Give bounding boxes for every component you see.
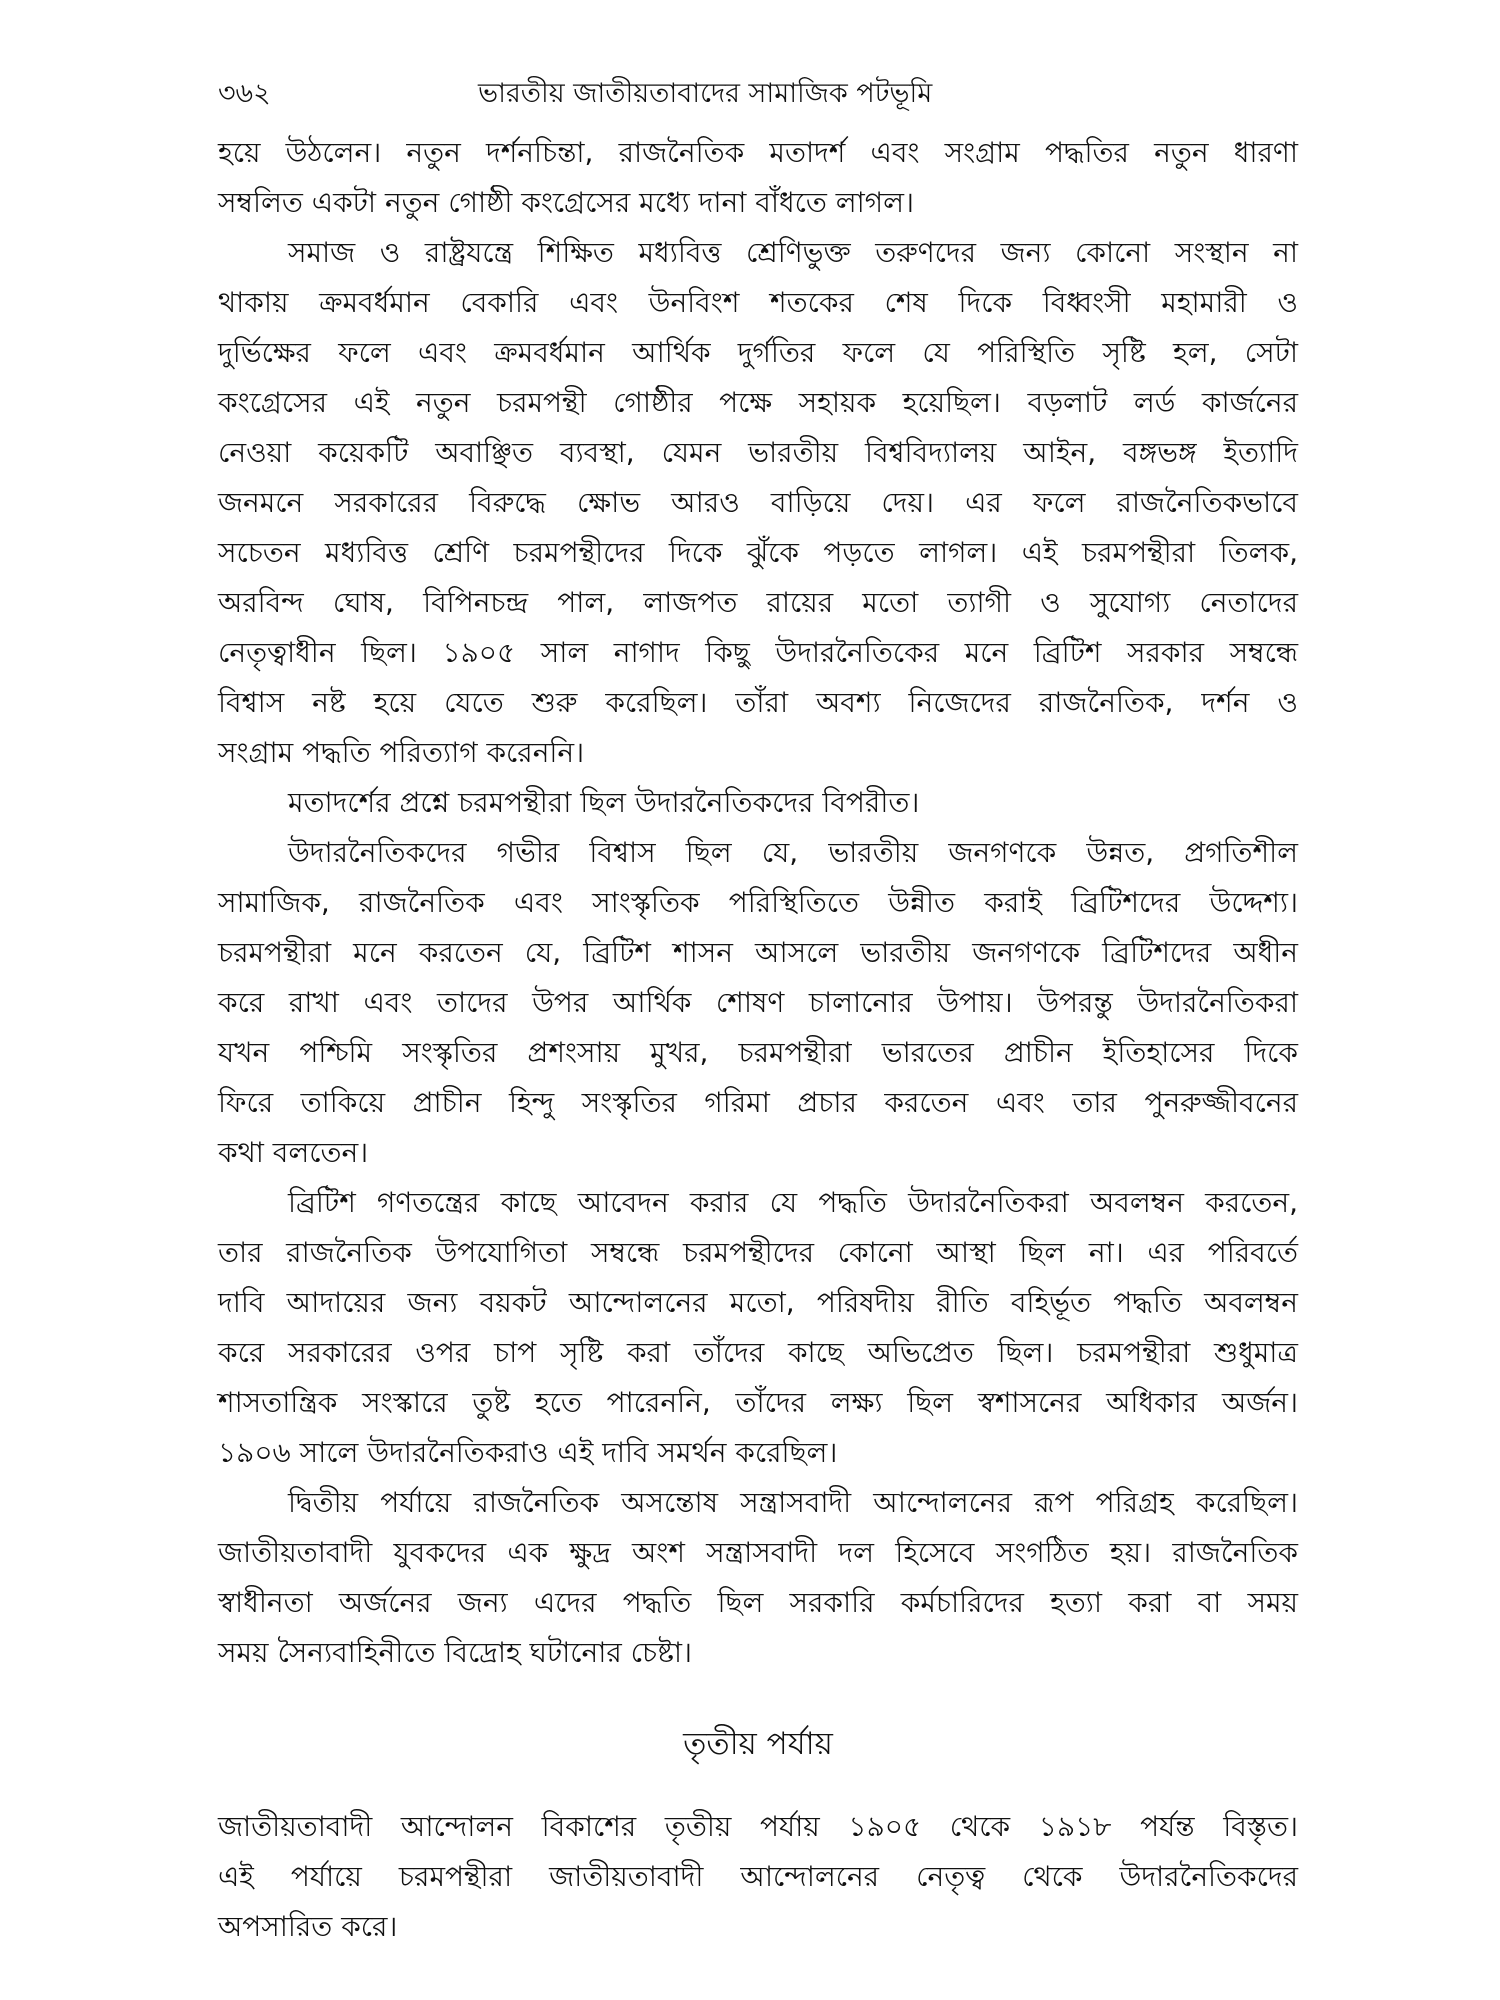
paragraph: [218, 1478, 1298, 1678]
text-line: স্বাধীনতা অর্জনের জন্য এদের পদ্ধতি ছিল সরকারি কর্মচারিদের হত্যা করা বা সময়: [218, 1586, 1298, 1619]
section-heading: তৃতীয় পর্যায়: [683, 1726, 833, 1762]
text-line: ব্রিটিশ গণতন্ত্রের কাছে আবেদন করার যে পদ্ধতি উদারনৈতিকরা অবলম্বন করতেন,: [288, 1186, 1298, 1219]
text-line: তার রাজনৈতিক উপযোগিতা সম্বন্ধে চরমপন্থীদের কোনো আস্থা ছিল না। এর পরিবর্তে: [218, 1236, 1298, 1269]
text-line: কংগ্রেসের এই নতুন চরমপন্থী গোষ্ঠীর পক্ষে সহায়ক হয়েছিল। বড়লাট লর্ড কার্জনের: [218, 386, 1298, 419]
page-header: [218, 74, 1298, 114]
text-line: জাতীয়তাবাদী যুবকদের এক ক্ষুদ্র অংশ সন্ত্রাসবাদী দল হিসেবে সংগঠিত হয়। রাজনৈতিক: [218, 1536, 1298, 1569]
paragraph: [218, 128, 1298, 228]
text-line: থাকায় ক্রমবর্ধমান বেকারি এবং উনবিংশ শতকের শেষ দিকে বিধ্বংসী মহামারী ও: [218, 286, 1298, 319]
text-line: চরমপন্থীরা মনে করতেন যে, ব্রিটিশ শাসন আসলে ভারতীয় জনগণকে ব্রিটিশদের অধীন: [218, 936, 1298, 969]
text-line: ফিরে তাকিয়ে প্রাচীন হিন্দু সংস্কৃতির গরিমা প্রচার করতেন এবং তার পুনরুজ্জীবনের: [218, 1086, 1298, 1119]
text-line: কথা বলতেন।: [218, 1136, 369, 1169]
text-line: করে সরকারের ওপর চাপ সৃষ্টি করা তাঁদের কাছে অভিপ্রেত ছিল। চরমপন্থীরা শুধুমাত্র: [218, 1336, 1298, 1369]
text-line: হয়ে উঠলেন। নতুন দর্শনচিন্তা, রাজনৈতিক মতাদর্শ এবং সংগ্রাম পদ্ধতির নতুন ধারণা: [218, 136, 1298, 169]
text-line: উদারনৈতিকদের গভীর বিশ্বাস ছিল যে, ভারতীয় জনগণকে উন্নত, প্রগতিশীল: [288, 836, 1298, 869]
text-line: নেওয়া কয়েকটি অবাঞ্ছিত ব্যবস্থা, যেমন ভারতীয় বিশ্ববিদ্যালয় আইন, বঙ্গভঙ্গ ইত্যাদি: [218, 436, 1298, 469]
text-line: সমাজ ও রাষ্ট্রযন্ত্রে শিক্ষিত মধ্যবিত্ত শ্রেণিভুক্ত তরুণদের জন্য কোনো সংস্থান না: [288, 236, 1298, 269]
paragraph: [218, 228, 1298, 778]
text-line: জাতীয়তাবাদী আন্দোলন বিকাশের তৃতীয় পর্যায় ১৯০৫ থেকে ১৯১৮ পর্যন্ত বিস্তৃত।: [218, 1810, 1298, 1843]
text-line: বিশ্বাস নষ্ট হয়ে যেতে শুরু করেছিল। তাঁরা অবশ্য নিজেদের রাজনৈতিক, দর্শন ও: [218, 686, 1298, 719]
running-title: ভারতীয় জাতীয়তাবাদের সামাজিক পটভূমি: [478, 78, 933, 109]
text-line: সচেতন মধ্যবিত্ত শ্রেণি চরমপন্থীদের দিকে ঝুঁকে পড়তে লাগল। এই চরমপন্থীরা তিলক,: [218, 536, 1298, 569]
text-line: সংগ্রাম পদ্ধতি পরিত্যাগ করেননি।: [218, 736, 585, 769]
text-line: অরবিন্দ ঘোষ, বিপিনচন্দ্র পাল, লাজপত রায়ের মতো ত্যাগী ও সুযোগ্য নেতাদের: [218, 586, 1298, 619]
text-line: যখন পশ্চিমি সংস্কৃতির প্রশংসায় মুখর, চরমপন্থীরা ভারতের প্রাচীন ইতিহাসের দিকে: [218, 1036, 1298, 1069]
page-number: ৩৬২: [218, 78, 271, 109]
text-line: করে রাখা এবং তাদের উপর আর্থিক শোষণ চালানোর উপায়। উপরন্তু উদারনৈতিকরা: [218, 986, 1298, 1019]
paragraph: [218, 778, 1298, 828]
text-line: নেতৃত্বাধীন ছিল। ১৯০৫ সাল নাগাদ কিছু উদারনৈতিকের মনে ব্রিটিশ সরকার সম্বন্ধে: [218, 636, 1298, 669]
text-line: মতাদর্শের প্রশ্নে চরমপন্থীরা ছিল উদারনৈতিকদের বিপরীত।: [288, 786, 920, 819]
paragraph: [218, 1178, 1298, 1478]
body-text: [218, 128, 1298, 1952]
text-line: এই পর্যায়ে চরমপন্থীরা জাতীয়তাবাদী আন্দোলনের নেতৃত্ব থেকে উদারনৈতিকদের: [218, 1860, 1298, 1893]
text-line: দ্বিতীয় পর্যায়ে রাজনৈতিক অসন্তোষ সন্ত্রাসবাদী আন্দোলনের রূপ পরিগ্রহ করেছিল।: [288, 1486, 1298, 1519]
text-line: সময় সৈন্যবাহিনীতে বিদ্রোহ ঘটানোর চেষ্টা।: [218, 1636, 693, 1669]
text-line: দাবি আদায়ের জন্য বয়কট আন্দোলনের মতো, পরিষদীয় রীতি বহির্ভূত পদ্ধতি অবলম্বন: [218, 1286, 1298, 1319]
text-line: সম্বলিত একটা নতুন গোষ্ঠী কংগ্রেসের মধ্যে দানা বাঁধতে লাগল।: [218, 186, 915, 219]
text-line: ১৯০৬ সালে উদারনৈতিকরাও এই দাবি সমর্থন করেছিল।: [218, 1436, 838, 1469]
text-line: সামাজিক, রাজনৈতিক এবং সাংস্কৃতিক পরিস্থিতিতে উন্নীত করাই ব্রিটিশদের উদ্দেশ্য।: [218, 886, 1298, 919]
text-line: শাসতান্ত্রিক সংস্কারে তুষ্ট হতে পারেননি, তাঁদের লক্ষ্য ছিল স্বশাসনের অধিকার অর্জন।: [218, 1386, 1298, 1419]
paragraph: [218, 828, 1298, 1178]
text-line: দুর্ভিক্ষের ফলে এবং ক্রমবর্ধমান আর্থিক দুর্গতির ফলে যে পরিস্থিতি সৃষ্টি হল, সেটা: [218, 336, 1298, 369]
text-line: অপসারিত করে।: [218, 1910, 398, 1943]
paragraph: [218, 1802, 1298, 1952]
text-line: জনমনে সরকারের বিরুদ্ধে ক্ষোভ আরও বাড়িয়ে দেয়। এর ফলে রাজনৈতিকভাবে: [218, 486, 1298, 519]
